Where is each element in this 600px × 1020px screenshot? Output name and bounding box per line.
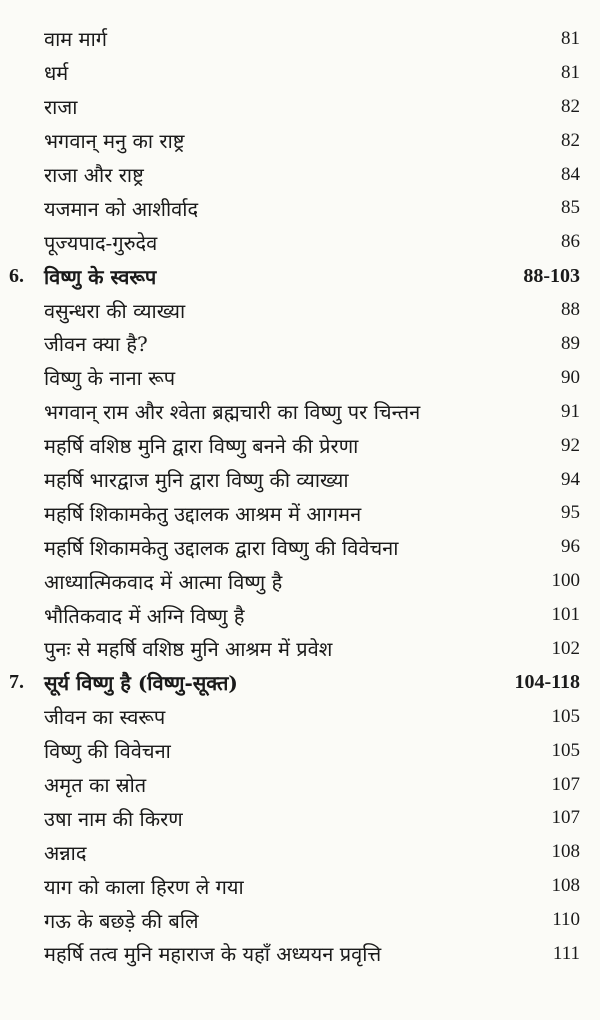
toc-entry [0, 496, 600, 530]
entry-title: विष्णु की विवेचना [44, 739, 171, 764]
toc-entry [0, 225, 600, 259]
entry-title: अन्नाद [44, 840, 87, 865]
entry-title: भगवान् मनु का राष्ट्र [44, 129, 185, 154]
entry-page-number: 96 [561, 536, 580, 558]
entry-title: याग को काला हिरण ले गया [44, 874, 244, 899]
entry-page-number: 105 [551, 739, 580, 761]
entry-title: धर्म [44, 61, 69, 86]
toc-entry [0, 56, 600, 90]
chapter-title: सूर्य विष्णु है (विष्णु-सूक्त) [44, 671, 238, 696]
entry-title: यजमान को आशीर्वाद [44, 196, 199, 221]
entry-page-number: 92 [561, 434, 580, 456]
chapter-number: 6. [9, 264, 24, 287]
toc-entry [0, 191, 600, 225]
toc-entry [0, 632, 600, 666]
entry-title: राजा [44, 95, 78, 120]
entry-page-number: 100 [551, 570, 580, 592]
entry-page-number: 107 [551, 773, 580, 795]
chapter-number: 7. [9, 671, 24, 694]
entry-title: पूज्यपाद-गुरुदेव [44, 230, 158, 255]
toc-entry [0, 768, 600, 802]
toc-entry [0, 90, 600, 124]
chapter-page-range: 88-103 [523, 264, 580, 287]
toc-entry [0, 327, 600, 361]
entry-page-number: 81 [561, 61, 580, 83]
entry-page-number: 110 [552, 909, 580, 931]
entry-page-number: 95 [561, 502, 580, 524]
entry-page-number: 88 [561, 299, 580, 321]
entry-title: पुनः से महर्षि वशिष्ठ मुनि आश्रम में प्रवेश [44, 637, 333, 662]
toc-entry [0, 835, 600, 869]
entry-title: राजा और राष्ट्र [44, 163, 144, 187]
chapter-page-range: 104-118 [514, 671, 580, 694]
entry-title: गऊ के बछड़े की बलि [44, 908, 199, 933]
entry-title: महर्षि तत्व मुनि महाराज के यहाँ अध्ययन प्रवृत्ति [44, 942, 382, 967]
entry-page-number: 86 [561, 231, 580, 253]
toc-entry [0, 530, 600, 564]
toc-entry [0, 564, 600, 598]
toc-entry [0, 598, 600, 632]
chapter-title: विष्णु के स्वरूप [44, 264, 157, 289]
entry-page-number: 102 [551, 637, 580, 659]
entry-page-number: 89 [561, 332, 580, 354]
entry-title: जीवन का स्वरूप [44, 705, 166, 730]
entry-page-number: 108 [551, 841, 580, 863]
entry-page-number: 91 [561, 400, 580, 422]
toc-entry [0, 937, 600, 971]
entry-page-number: 82 [561, 129, 580, 151]
entry-title: अमृत का स्रोत [44, 773, 147, 798]
entry-title: वसुन्धरा की व्याख्या [44, 298, 186, 323]
toc-entry [0, 429, 600, 463]
entry-title: वाम मार्ग [44, 27, 108, 52]
toc-entry [0, 124, 600, 158]
toc-entry [0, 22, 600, 56]
entry-page-number: 105 [551, 705, 580, 727]
toc-entry [0, 158, 600, 192]
entry-title: आध्यात्मिकवाद में आत्मा विष्णु है [44, 569, 283, 594]
entry-title: महर्षि वशिष्ठ मुनि द्वारा विष्णु बनने की प्रेरणा [44, 434, 359, 459]
entry-title: भौतिकवाद में अग्नि विष्णु है [44, 603, 245, 628]
entry-title: जीवन क्या है? [44, 332, 148, 357]
toc-entry [0, 734, 600, 768]
entry-page-number: 90 [561, 366, 580, 388]
entry-page-number: 85 [561, 197, 580, 219]
entry-page-number: 82 [561, 95, 580, 117]
toc-entry [0, 361, 600, 395]
entry-title: महर्षि भारद्वाज मुनि द्वारा विष्णु की व्याख्या [44, 468, 349, 493]
chapter-heading [0, 666, 600, 700]
toc-entry [0, 801, 600, 835]
entry-page-number: 101 [551, 604, 580, 626]
entry-page-number: 107 [551, 807, 580, 829]
toc-entry [0, 903, 600, 937]
entry-title: उषा नाम की किरण [44, 806, 183, 831]
entry-title: महर्षि शिकामकेतु उद्दालक आश्रम में आगमन [44, 501, 362, 526]
entry-title: महर्षि शिकामकेतु उद्दालक द्वारा विष्णु की विवेचना [44, 535, 399, 560]
toc-entry [0, 700, 600, 734]
entry-page-number: 111 [552, 942, 580, 964]
toc-list [0, 22, 600, 971]
toc-entry [0, 395, 600, 429]
chapter-heading [0, 259, 600, 293]
entry-title: विष्णु के नाना रूप [44, 366, 176, 391]
toc-entry [0, 869, 600, 903]
toc-entry [0, 463, 600, 497]
entry-title: भगवान् राम और श्वेता ब्रह्मचारी का विष्णु पर चिन्तन [44, 400, 421, 425]
entry-page-number: 84 [561, 163, 580, 185]
entry-page-number: 108 [551, 875, 580, 897]
entry-page-number: 81 [561, 27, 580, 49]
toc-entry [0, 293, 600, 327]
entry-page-number: 94 [561, 468, 580, 490]
